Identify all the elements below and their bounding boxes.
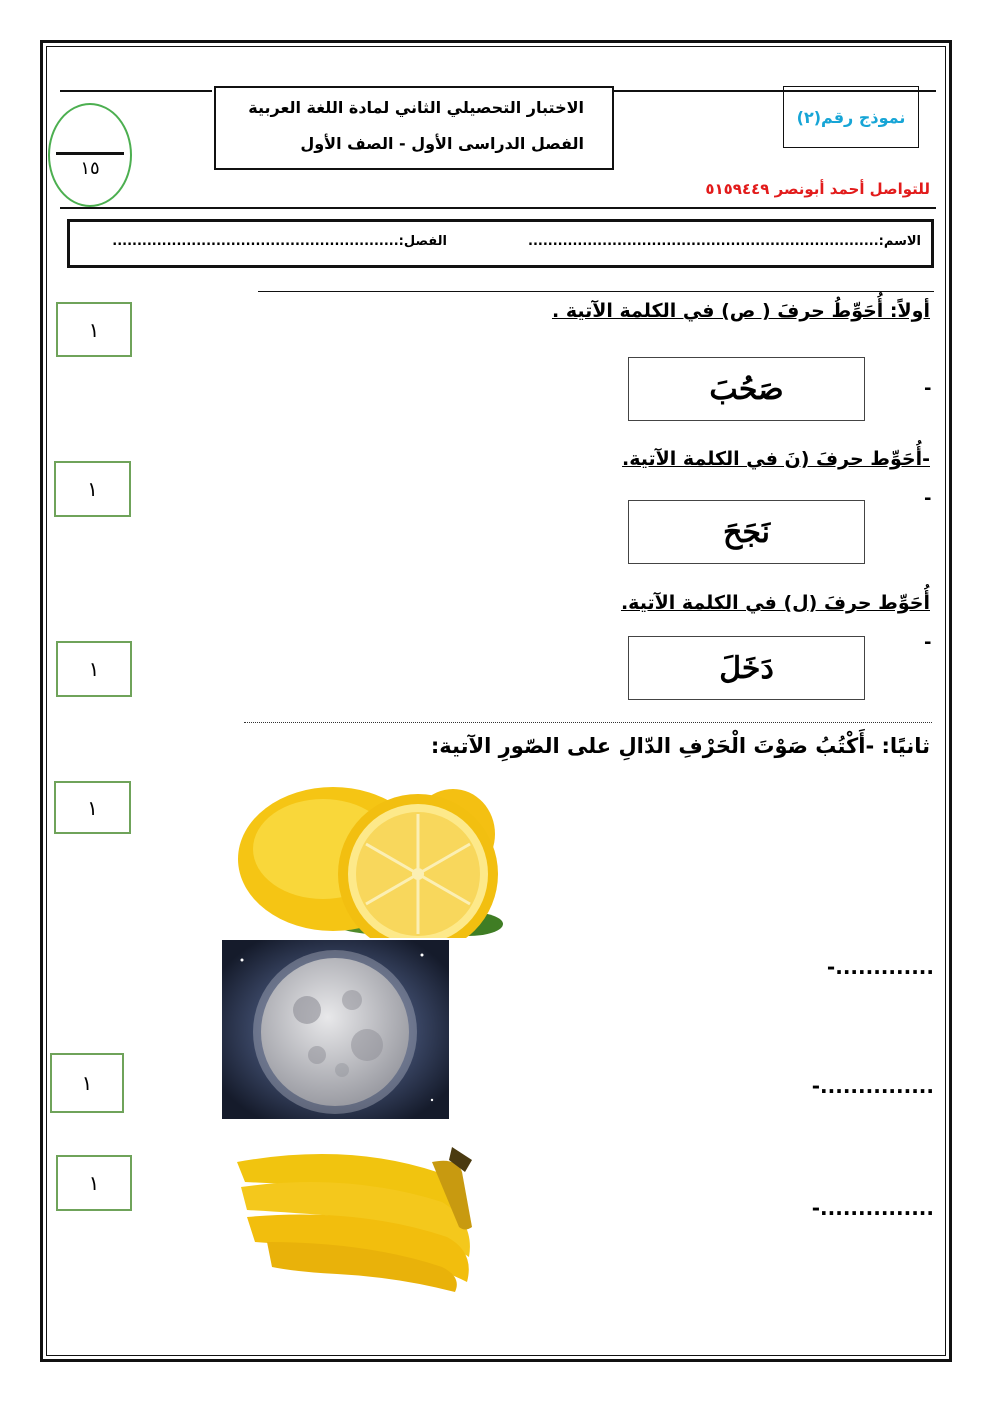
image-3-mark: ١ [88, 1171, 100, 1195]
moon-image [222, 940, 449, 1119]
answer-1-line[interactable]: -............. [826, 955, 934, 979]
question-2-prompt: -أُحَوِّط حرفَ (نَ في الكلمة الآتية. [622, 448, 930, 470]
model-number-label: نموذج رقم(٢) [796, 107, 906, 127]
lemon-image [238, 779, 503, 938]
student-class-field[interactable]: الفصل:.......................................................... [112, 234, 447, 249]
header-rule-left [60, 90, 212, 92]
section1-rule [258, 291, 934, 292]
score-divider [56, 152, 124, 155]
question-3-prompt: أُحَوِّط حرفَ (ل) في الكلمة الآتية. [620, 592, 930, 614]
image-2-mark-box [50, 1053, 124, 1113]
exam-title: الاختبار التحصيلي الثاني لمادة اللغة العربية [248, 98, 584, 117]
lemon-icon [238, 779, 503, 938]
question-1-prompt: أولاً: أُحَوِّطُ حرفَ ( ص) في الكلمة الآتية . [551, 300, 930, 322]
question-1-mark-box [56, 302, 132, 357]
section-divider [244, 722, 932, 723]
banana-image [227, 1132, 482, 1294]
header-rule-bottom [60, 207, 936, 209]
answer-3-line[interactable]: -............... [811, 1196, 934, 1220]
answer-2-line[interactable]: -............... [811, 1074, 934, 1098]
question-3-mark: ١ [88, 657, 100, 681]
total-score-circle [48, 103, 132, 207]
question-1-word: صَحُبَ [628, 357, 865, 421]
question-3-dash: - [924, 632, 932, 653]
image-1-mark: ١ [87, 795, 98, 820]
student-name-field[interactable]: الاسم:....................................................................... [528, 234, 921, 249]
student-info-box [67, 219, 934, 268]
question-2-dash: - [924, 488, 932, 509]
section-2-title: ثانيًا: -أَكْتُبُ صَوْتَ الْحَرْفِ الدّالِ على الصّورِ الآتية: [430, 734, 930, 758]
contact-info: للتواصل أحمد أبونصر ٥١٥٩٤٤٩ [705, 180, 930, 198]
banana-icon [227, 1132, 482, 1294]
model-number-box [783, 86, 919, 148]
exam-subtitle: الفصل الدراسى الأول - الصف الأول [300, 134, 584, 153]
question-2-mark-box [54, 461, 131, 517]
image-3-mark-box [56, 1155, 132, 1211]
question-3-mark-box [56, 641, 132, 697]
exam-title-box [214, 86, 614, 170]
image-2-mark: ١ [81, 1071, 93, 1095]
image-1-mark-box [54, 781, 131, 834]
question-3-word: دَخَلَ [628, 636, 865, 700]
question-1-mark: ١ [88, 317, 100, 342]
question-1-dash: - [924, 378, 932, 399]
moon-icon [222, 940, 449, 1119]
question-2-mark: ١ [87, 477, 98, 501]
question-2-word: نَجَحَ [628, 500, 865, 564]
total-score: ١٥ [80, 158, 100, 179]
